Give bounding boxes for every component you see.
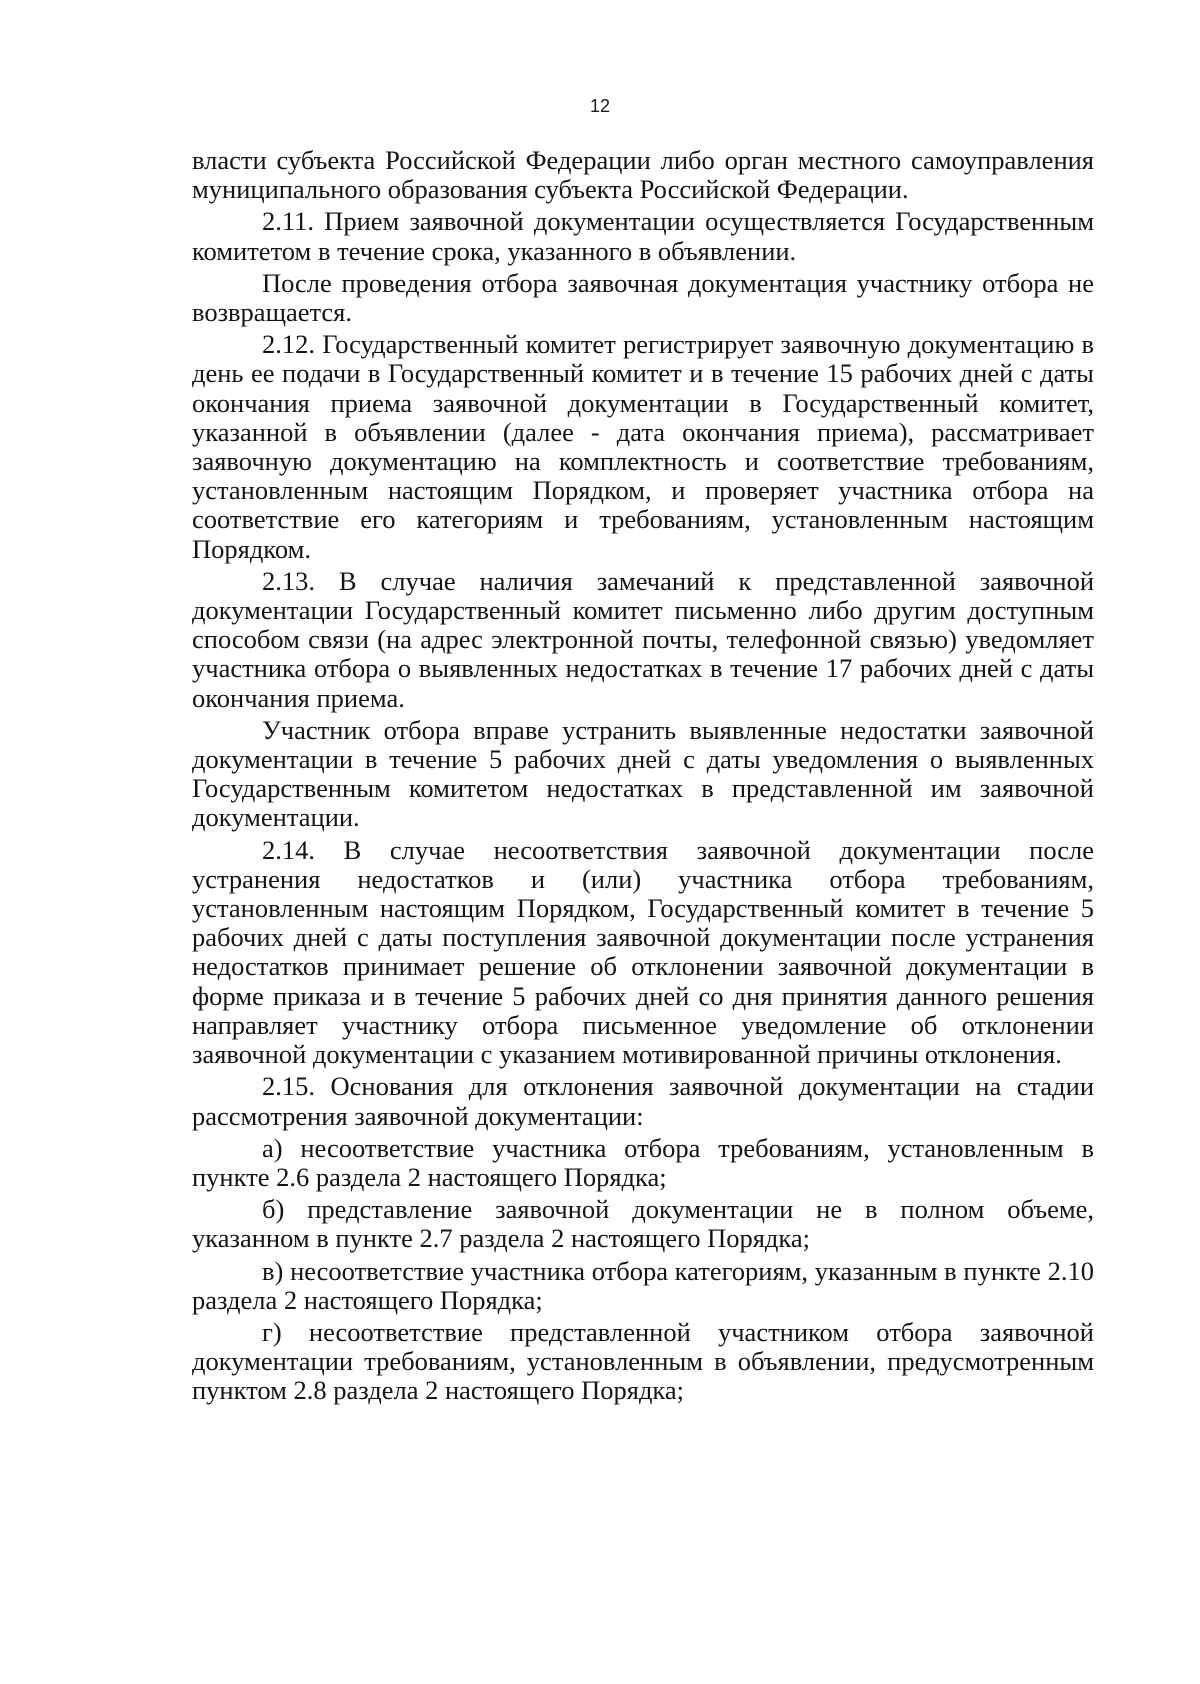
paragraph-2-13-note: Участник отбора вправе устранить выявленные недостатки заявочной документации в течение 5 рабочих дней с даты уведомления о выявленных Государственным комитетом недостатках в представленной им заявочной документации. (192, 714, 1094, 833)
paragraph-2-12: 2.12. Государственный комитет регистрирует заявочную документацию в день ее подачи в Государственный комитет и в течение 15 рабочих дней с даты окончания приема заявочной документации в Государственный комитет, указанной в объявлении (далее - дата окончания приема), рассматривает заявочную документацию на комплектность и соответствие требованиям, установленным настоящим Порядком, и проверяет участника отбора на соответствие его категориям и требованиям, установленным настоящим Порядком. (192, 329, 1094, 564)
paragraph-2-11-note: После проведения отбора заявочная документация участнику отбора не возвращается. (192, 267, 1094, 328)
paragraph-2-15: 2.15. Основания для отклонения заявочной документации на стадии рассмотрения заявочной документации: (192, 1071, 1094, 1131)
document-body (192, 146, 1094, 1409)
page-number: 12 (589, 96, 611, 116)
paragraph-2-11: 2.11. Прием заявочной документации осуществляется Государственным комитетом в течение срока, указанного в объявлении. (192, 206, 1094, 266)
list-item-b: б) представление заявочной документации не в полном объеме, указанном в пункте 2.7 раздела 2 настоящего Порядка; (192, 1194, 1094, 1254)
paragraph-2-14: 2.14. В случае несоответствия заявочной документации после устранения недостатков и (или) участника отбора требованиям, установленным настоящим Порядком, Государственный комитет в течение 5 рабочих дней с даты поступления заявочной документации после устранения недостатков принимает решение об отклонении заявочной документации в форме приказа и в течение 5 рабочих дней со дня принятия данного решения направляет участнику отбора письменное уведомление об отклонении заявочной документации с указанием мотивированной причины отклонения. (192, 834, 1094, 1070)
paragraph-2-13: 2.13. В случае наличия замечаний к представленной заявочной документации Государственный комитет письменно либо другим доступным способом связи (на адрес электронной почты, телефонной связью) уведомляет участника отбора о выявленных недостатках в течение 17 рабочих дней с даты окончания приема. (192, 565, 1094, 713)
paragraph-continuation: власти субъекта Российской Федерации либо орган местного самоуправления муниципального образования субъекта Российской Федерации. (192, 145, 1094, 205)
list-item-v: в) несоответствие участника отбора категориям, указанным в пункте 2.10 раздела 2 настоящего Порядка; (192, 1255, 1094, 1315)
list-item-g: г) несоответствие представленной участником отбора заявочной документации требованиям, установленным в объявлении, предусмотренным пунктом 2.8 раздела 2 настоящего Порядка; (192, 1316, 1094, 1406)
list-item-a: а) несоответствие участника отбора требованиям, установленным в пункте 2.6 раздела 2 настоящего Порядка; (192, 1132, 1094, 1192)
